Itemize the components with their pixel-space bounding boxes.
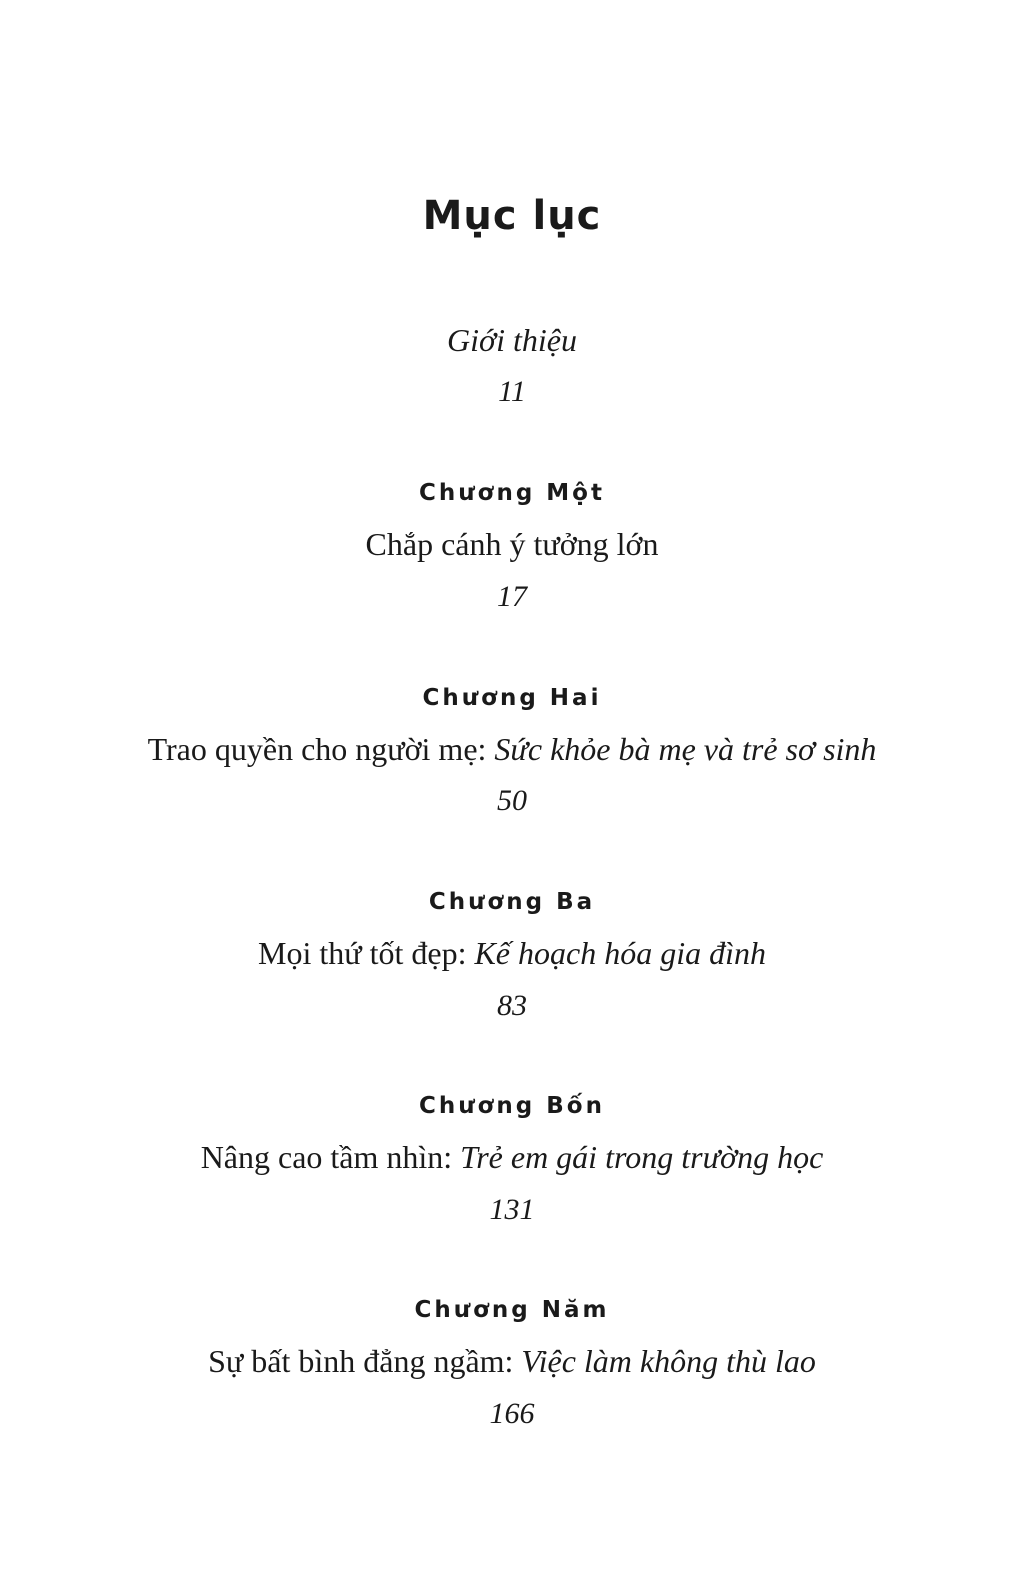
chapter-4-heading [0,1137,1024,1177]
chapter-4-label: Chương Bốn [419,1093,605,1119]
chapter-3-label: Chương Ba [428,889,596,915]
chapter-5-subtitle: Việc làm không thù lao [521,1343,816,1379]
chapter-5-title: Sự bất bình đẳng ngầm: [208,1343,522,1379]
chapter-1-page-number: 17 [497,580,527,613]
intro-title: Giới thiệu [447,322,577,358]
chapter-1-title: Chắp cánh ý tưởng lớn [365,526,659,562]
chapter-1-label: Chương Một [419,480,605,506]
chapter-4-title: Nâng cao tầm nhìn: [200,1139,461,1175]
chapter-2-page-number: 50 [497,784,527,817]
chapter-3-heading [0,933,1024,973]
chapter-5-label: Chương Năm [414,1297,610,1323]
chapter-2-label: Chương Hai [422,685,602,711]
chapter-4-subtitle: Trẻ em gái trong trường học [460,1139,824,1175]
chapter-3-subtitle: Kế hoạch hóa gia đình [474,935,766,971]
chapter-3-title: Mọi thứ tốt đẹp: [258,935,475,971]
chapter-2-heading [0,729,1024,769]
chapter-1-heading [0,524,1024,564]
chapter-5-heading [0,1341,1024,1381]
chapter-4-page-number: 131 [489,1193,535,1226]
chapter-5-page-number: 166 [489,1397,535,1430]
chapter-2-title: Trao quyền cho người mẹ: [147,731,495,767]
chapter-2-subtitle: Sức khỏe bà mẹ và trẻ sơ sinh [494,731,877,767]
chapter-3-page-number: 83 [497,989,527,1022]
page-title: Mục lục [422,193,602,239]
intro-page-number: 11 [498,375,526,408]
